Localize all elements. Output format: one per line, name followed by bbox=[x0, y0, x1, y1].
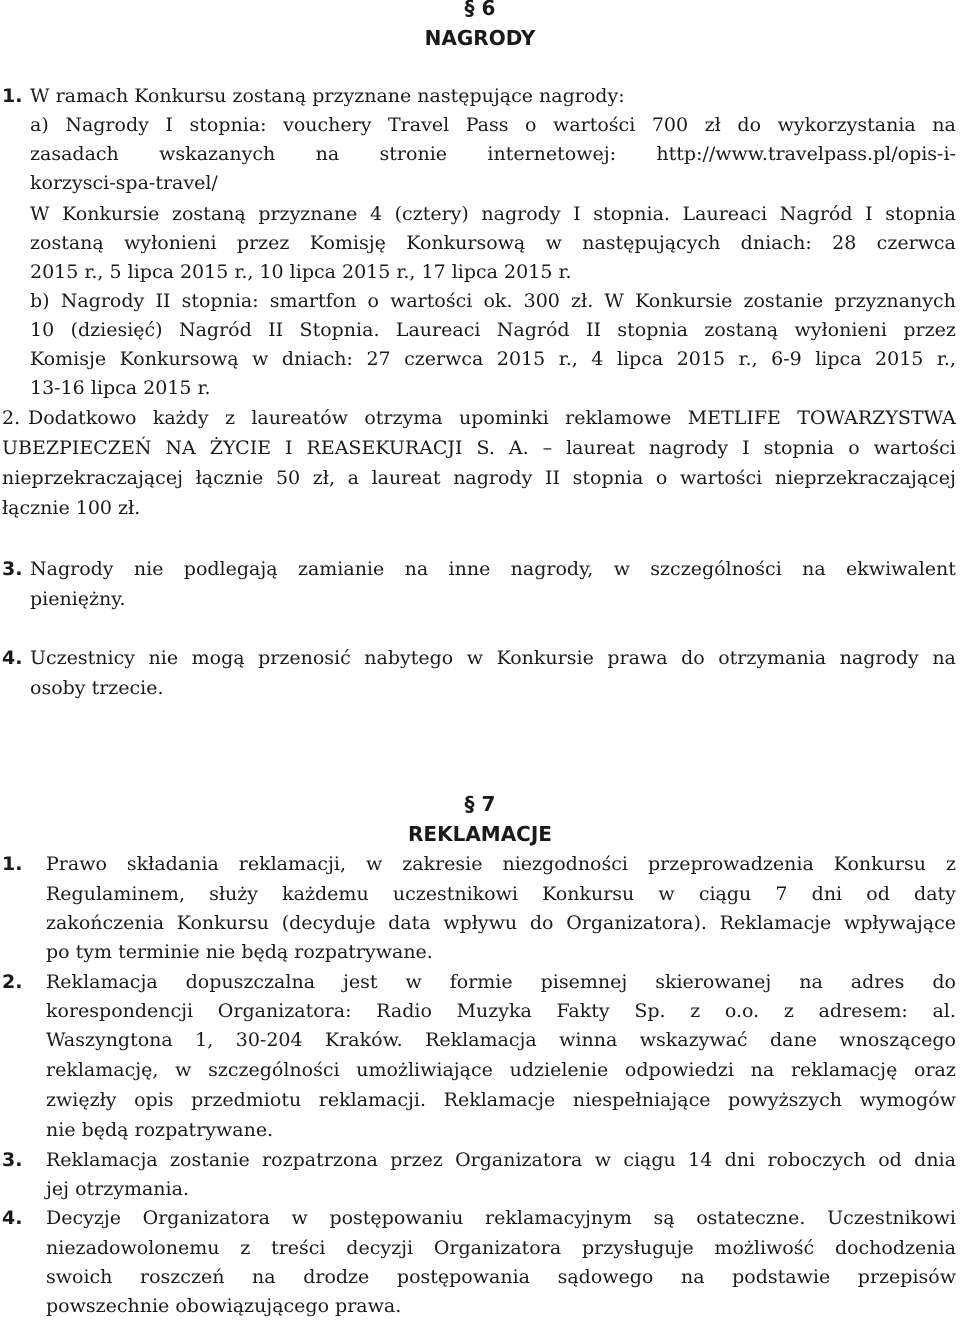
s7-p2-line: Reklamacja dopuszczalna jest w formie pisemnej skierowanej na adres do bbox=[46, 971, 956, 993]
s6-a-detail-line: 2015 r., 5 lipca 2015 r., 10 lipca 2015 r., 17 lipca 2015 r. bbox=[30, 261, 572, 283]
s7-p3-number: 3. bbox=[2, 1149, 23, 1171]
s7-p4-line: niezadowolonemu z treści decyzji Organizatora przysługuje możliwość dochodzenia bbox=[46, 1237, 956, 1259]
s6-a-detail-line: zostaną wyłonieni przez Komisję Konkursową w następujących dniach: 28 czerwca bbox=[30, 232, 956, 254]
s7-p2-number: 2. bbox=[2, 971, 23, 993]
s7-p1-number: 1. bbox=[2, 853, 23, 875]
s6-a-line: a) Nagrody I stopnia: vouchery Travel Pass o wartości 700 zł do wykorzystania na bbox=[30, 114, 956, 136]
s6-p2-number: 2. bbox=[2, 407, 21, 429]
s6-p1-number: 1. bbox=[2, 85, 23, 107]
s7-p2-line: korespondencji Organizatora: Radio Muzyka Fakty Sp. z o.o. z adresem: al. bbox=[46, 1000, 956, 1022]
section-7-title: REKLAMACJE bbox=[408, 822, 552, 846]
s7-p1-line: Regulaminem, służy każdemu uczestnikowi Konkursu w ciągu 7 dni od daty bbox=[46, 883, 956, 905]
section-7-number: § 7 bbox=[464, 792, 496, 816]
s7-p2-line: zwięzły opis przedmiotu reklamacji. Reklamacje niespełniające powyższych wymogów bbox=[46, 1089, 956, 1111]
s7-p4-line: swoich roszczeń na drodze postępowania sądowego na podstawie przepisów bbox=[46, 1266, 956, 1288]
s6-b-line: 13-16 lipca 2015 r. bbox=[30, 377, 211, 399]
s6-b-line: 10 (dziesięć) Nagród II Stopnia. Laureaci Nagród II stopnia zostaną wyłonieni przez bbox=[30, 319, 956, 341]
s6-p4-number: 4. bbox=[2, 647, 23, 669]
s7-p2-line: nie będą rozpatrywane. bbox=[46, 1119, 274, 1141]
s7-p1-line: Prawo składania reklamacji, w zakresie niezgodności przeprowadzenia Konkursu z bbox=[46, 853, 956, 875]
s6-a-line: zasadach wskazanych na stronie internetowej: http://www.travelpass.pl/opis-i- bbox=[30, 143, 956, 165]
s7-p1-line: zakończenia Konkursu (decyduje data wpływu do Organizatora). Reklamacje wpływające bbox=[46, 912, 956, 934]
section-6-title: NAGRODY bbox=[424, 26, 536, 50]
s7-p4-number: 4. bbox=[2, 1207, 23, 1229]
s7-p2-line: Waszyngtona 1, 30-204 Kraków. Reklamacja winna wskazywać dane wnoszącego bbox=[46, 1029, 956, 1051]
s7-p4-line: Decyzje Organizatora w postępowaniu reklamacyjnym są ostateczne. Uczestnikowi bbox=[46, 1207, 956, 1229]
s6-b-line: Komisje Konkursową w dniach: 27 czerwca 2015 r., 4 lipca 2015 r., 6-9 lipca 2015 r., bbox=[30, 348, 956, 370]
s6-p2-line: Dodatkowo każdy z laureatów otrzyma upominki reklamowe METLIFE TOWARZYSTWA bbox=[28, 407, 956, 429]
s7-p2-line: reklamację, w szczególności umożliwiające udzielenie odpowiedzi na reklamację oraz bbox=[46, 1059, 956, 1081]
s6-p3-number: 3. bbox=[2, 558, 23, 580]
s6-a-line: korzysci-spa-travel/ bbox=[30, 172, 218, 194]
section-6-number: § 6 bbox=[464, 0, 496, 20]
s6-p3-line: Nagrody nie podlegają zamianie na inne nagrody, w szczególności na ekwiwalent bbox=[30, 558, 956, 580]
s6-b-line: b) Nagrody II stopnia: smartfon o wartości ok. 300 zł. W Konkursie zostanie przyznanych bbox=[30, 290, 956, 312]
s6-p1-text: W ramach Konkursu zostaną przyznane następujące nagrody: bbox=[30, 85, 625, 107]
s7-p1-line: po tym terminie nie będą rozpatrywane. bbox=[46, 941, 433, 963]
s7-p3-line: Reklamacja zostanie rozpatrzona przez Organizatora w ciągu 14 dni roboczych od dnia bbox=[46, 1149, 956, 1171]
s6-p4-line: Uczestnicy nie mogą przenosić nabytego w Konkursie prawa do otrzymania nagrody na bbox=[30, 647, 956, 669]
s6-p2-line: łącznie 100 zł. bbox=[2, 497, 141, 519]
s6-a-detail-line: W Konkursie zostaną przyznane 4 (cztery) nagrody I stopnia. Laureaci Nagród I stopnia bbox=[30, 203, 956, 225]
s7-p4-line: powszechnie obowiązującego prawa. bbox=[46, 1295, 402, 1317]
s6-p4-line: osoby trzecie. bbox=[30, 677, 164, 699]
s7-p3-line: jej otrzymania. bbox=[46, 1178, 189, 1200]
s6-p3-line: pieniężny. bbox=[30, 588, 126, 610]
s6-p2-line: nieprzekraczającej łącznie 50 zł, a laureat nagrody II stopnia o wartości nieprzekraczającej bbox=[2, 467, 956, 489]
s6-p2-line: UBEZPIECZEŃ NA ŻYCIE I REASEKURACJI S. A. – laureat nagrody I stopnia o wartości bbox=[2, 437, 956, 459]
